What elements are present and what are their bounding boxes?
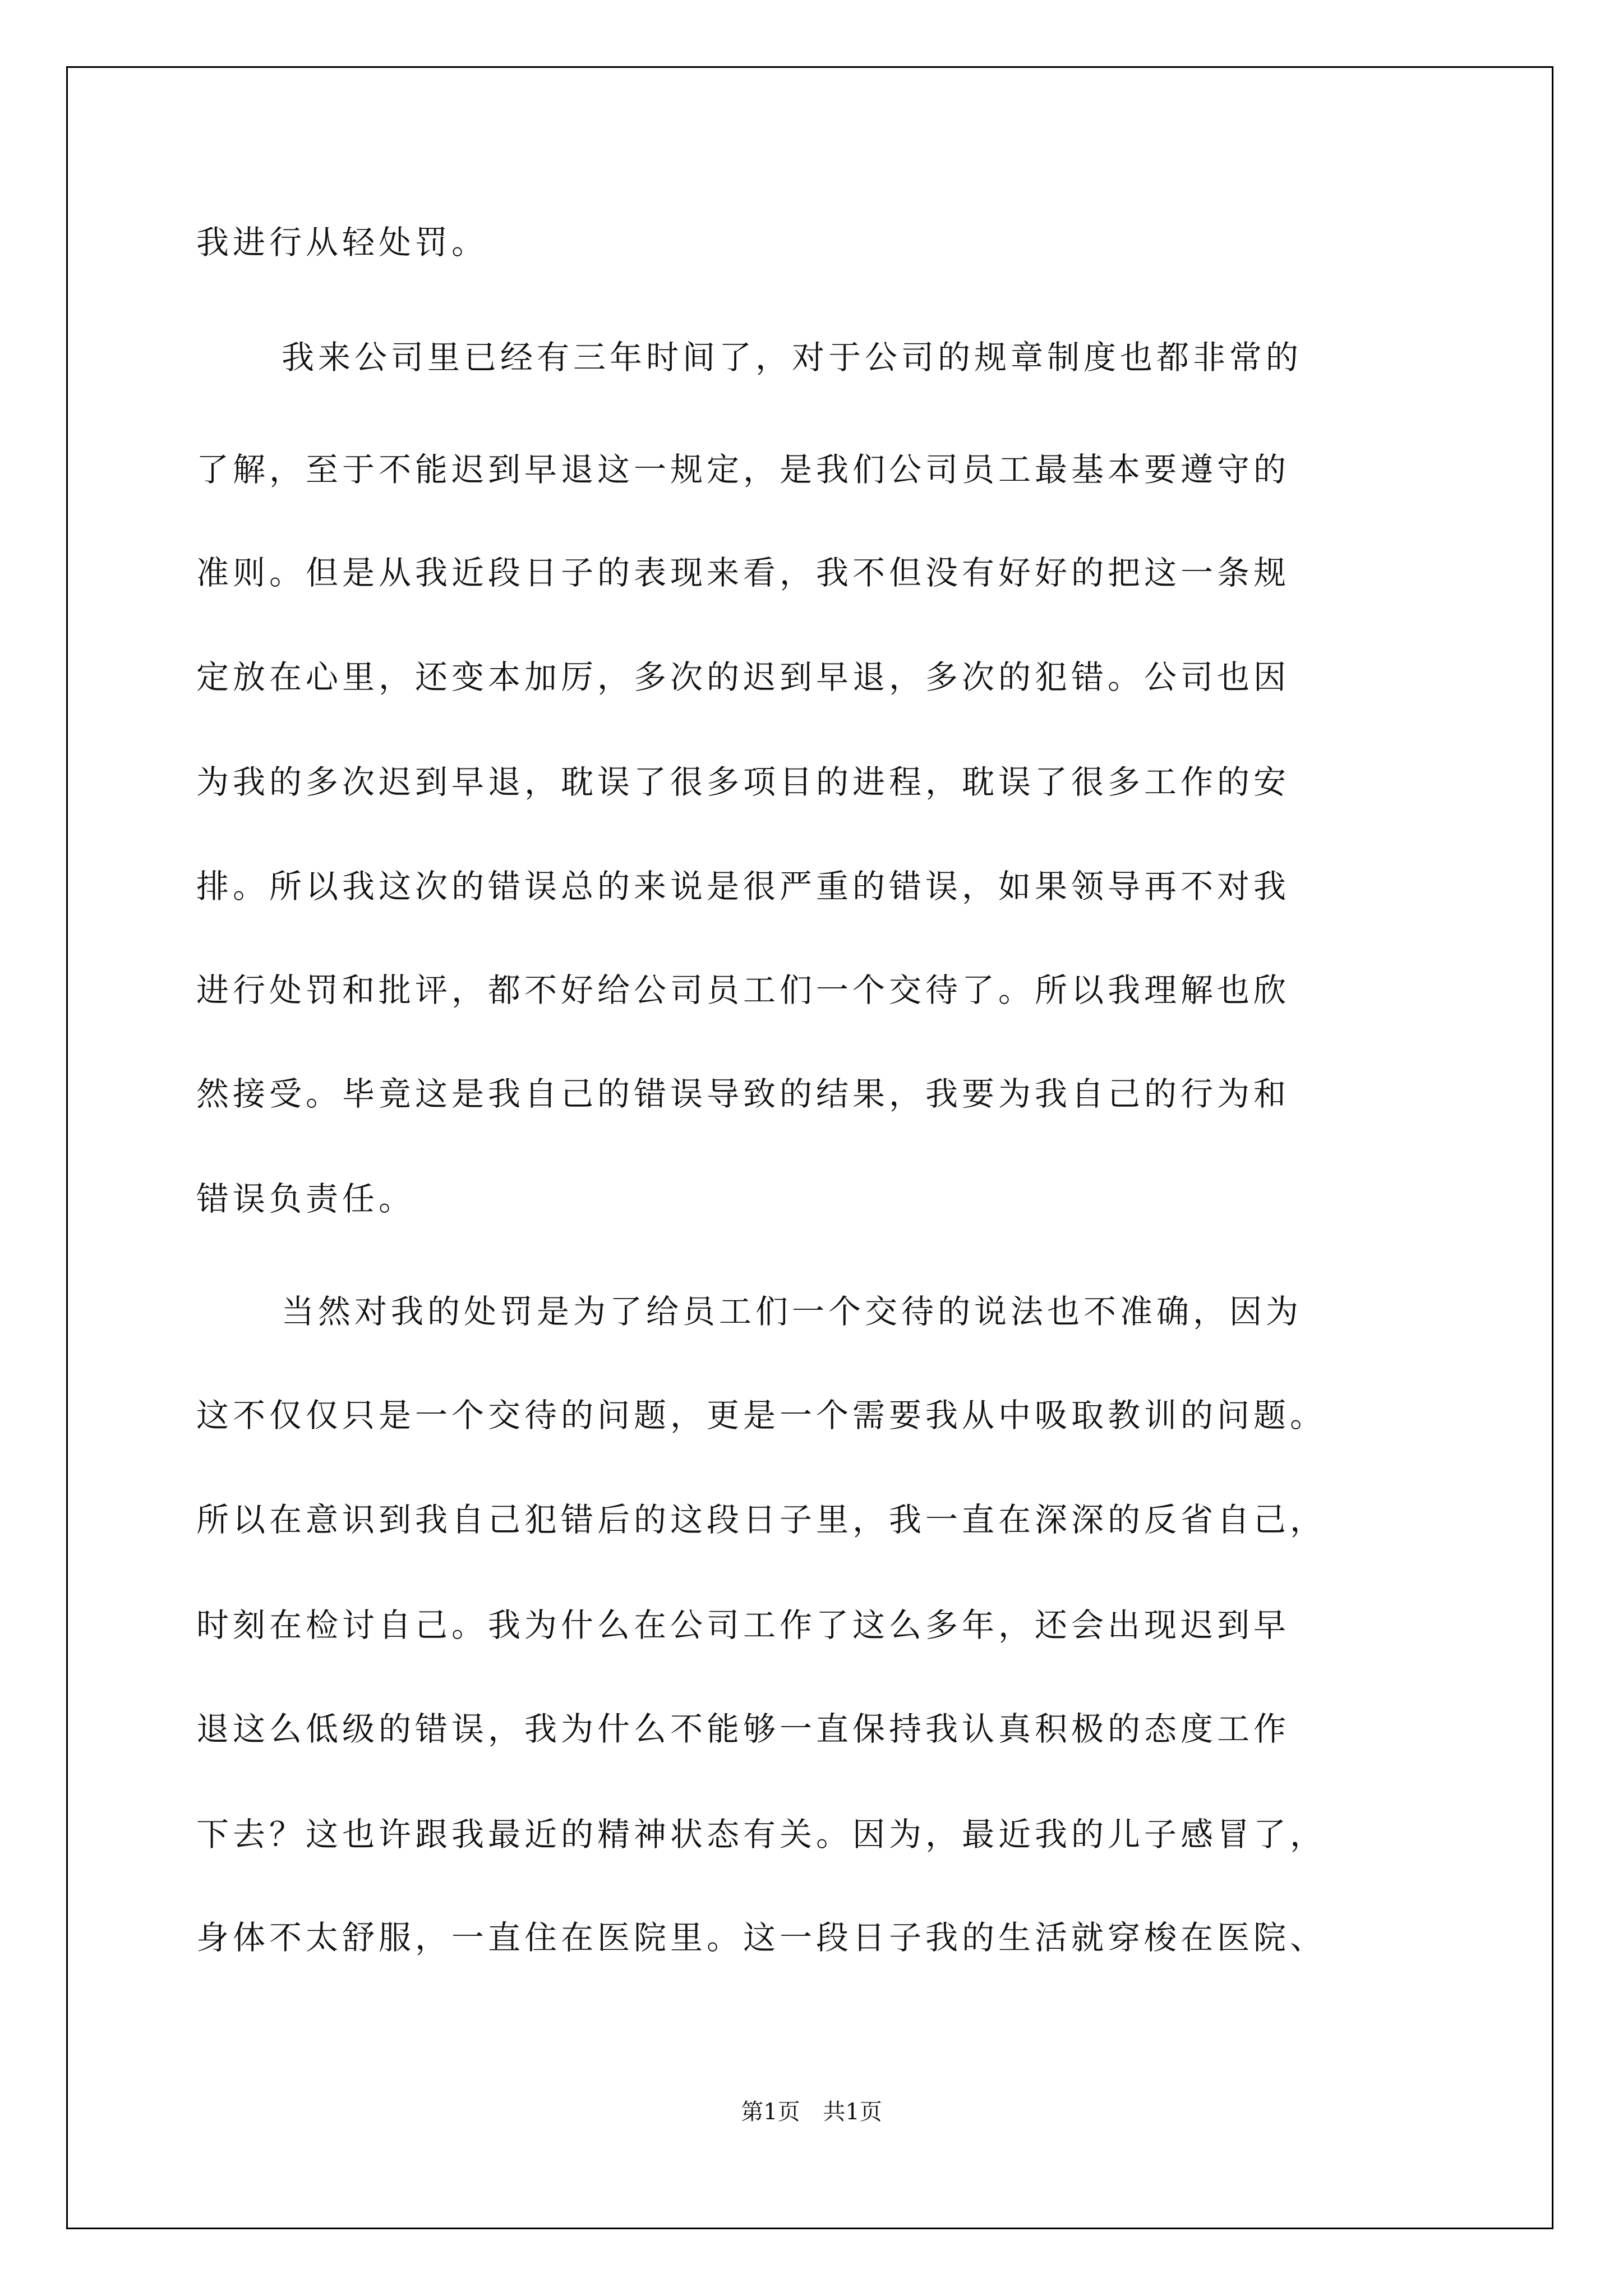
text-line: 退这么低级的错误，我为什么不能够一直保持我认真积极的态度工作 bbox=[196, 1710, 1290, 1748]
paragraph-start-line: 我来公司里已经有三年时间了，对于公司的规章制度也都非常的 bbox=[282, 338, 1303, 376]
text-line: 下去？这也许跟我最近的精神状态有关。因为，最近我的儿子感冒了， bbox=[196, 1815, 1327, 1853]
text-line: 了解，至于不能迟到早退这一规定，是我们公司员工最基本要遵守的 bbox=[196, 450, 1290, 489]
text-line: 时刻在检讨自己。我为什么在公司工作了这么多年，还会出现迟到早 bbox=[196, 1606, 1290, 1644]
text-line: 这不仅仅只是一个交待的问题，更是一个需要我从中吸取教训的问题。 bbox=[196, 1396, 1327, 1434]
text-line: 然接受。毕竟这是我自己的错误导致的结果，我要为我自己的行为和 bbox=[196, 1075, 1290, 1113]
text-line: 为我的多次迟到早退，耽误了很多项目的进程，耽误了很多工作的安 bbox=[196, 763, 1290, 801]
text-line: 准则。但是从我近段日子的表现来看，我不但没有好好的把这一条规 bbox=[196, 554, 1290, 592]
text-line: 所以在意识到我自己犯错后的这段日子里，我一直在深深的反省自己， bbox=[196, 1501, 1327, 1539]
text-line: 排。所以我这次的错误总的来说是很严重的错误，如果领导再不对我 bbox=[196, 867, 1290, 905]
page-total: 共1页 bbox=[823, 2099, 882, 2125]
text-line: 进行处罚和批评，都不好给公司员工们一个交待了。所以我理解也欣 bbox=[196, 971, 1290, 1009]
paragraph-start-line: 当然对我的处罚是为了给员工们一个交待的说法也不准确，因为 bbox=[282, 1292, 1303, 1331]
page-number: 第1页 bbox=[741, 2099, 800, 2125]
text-line: 定放在心里，还变本加厉，多次的迟到早退，多次的犯错。公司也因 bbox=[196, 658, 1290, 696]
text-line: 身体不太舒服，一直住在医院里。这一段日子我的生活就穿梭在医院、 bbox=[196, 1918, 1327, 1957]
page-border bbox=[66, 66, 1553, 2229]
text-line: 错误负责任。 bbox=[196, 1180, 416, 1218]
page-footer bbox=[0, 2095, 1623, 2129]
text-line: 我进行从轻处罚。 bbox=[196, 223, 488, 261]
